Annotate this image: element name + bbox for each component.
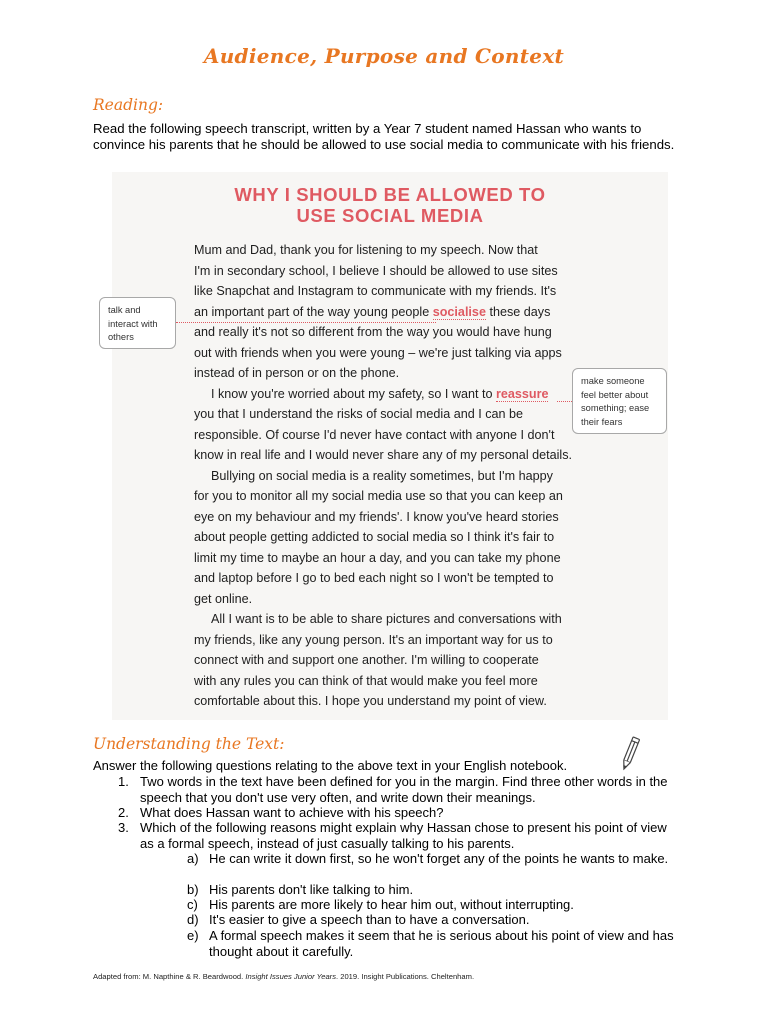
question-text: What does Hassan want to achieve with his speech? bbox=[140, 805, 444, 820]
speech-text: an important part of the way young people bbox=[194, 304, 433, 319]
reassure-connector bbox=[557, 401, 572, 402]
option-text: A formal speech makes it seem that he is serious about his point of view and has thought about it carefully. bbox=[209, 928, 674, 959]
question-text: Which of the following reasons might explain why Hassan chose to present his point of view as a formal speech, instead of just casually talking to his parents. bbox=[140, 820, 667, 851]
speech-line: and really it's not so different from the way you would have hung bbox=[194, 325, 552, 339]
option-text: He can write it down first, so he won't forget any of the points he wants to make. bbox=[209, 851, 669, 866]
reading-heading: Reading: bbox=[93, 96, 164, 114]
speech-line: my friends, like any young person. It's an important way for us to bbox=[194, 632, 553, 647]
note-line: feel better about bbox=[581, 389, 649, 400]
question-number: 1. bbox=[118, 774, 129, 789]
note-line: their fears bbox=[581, 416, 623, 427]
questions-intro: Answer the following questions relating to the above text in your English notebook. bbox=[93, 758, 568, 773]
speech-line bbox=[211, 387, 548, 401]
speech-line: connect with and support one another. I'm willing to cooperate bbox=[194, 653, 539, 667]
speech-line: about people getting addicted to social media so I think it's fair to bbox=[194, 530, 555, 544]
reading-intro: Read the following speech transcript, written by a Year 7 student named Hassan who wants to convince his parents that he should be allowed to use social media to communicate with his friends. bbox=[93, 121, 675, 152]
speech-text: these days bbox=[485, 304, 551, 319]
citation-authors: Adapted from: M. Napthine & R. Beardwood. bbox=[93, 972, 246, 981]
citation-publisher: . 2019. Insight Publications. Cheltenham. bbox=[336, 972, 475, 981]
note-line: make someone bbox=[581, 376, 645, 386]
speech-text: I know you're worried about my safety, so I want to bbox=[211, 386, 496, 401]
option-text: His parents are more likely to hear him out, without interrupting. bbox=[209, 897, 574, 912]
defined-word: socialise bbox=[432, 304, 486, 319]
speech-line: and laptop before I go to bed each night so I won't be tempted to bbox=[194, 571, 554, 585]
speech-line: All I want is to be able to share pictures and conversations with bbox=[211, 612, 562, 626]
margin-note-socialise bbox=[99, 297, 176, 349]
citation-title: Insight Issues Junior Years bbox=[245, 972, 337, 981]
note-line: something; ease bbox=[581, 403, 650, 413]
option-letter: a) bbox=[187, 851, 199, 866]
speech-line: I'm in secondary school, I believe I should be allowed to use sites bbox=[194, 263, 558, 278]
margin-note-reassure bbox=[572, 368, 667, 434]
question-text: Two words in the text have been defined for you in the margin. Find three other words in the speech that you don't use very often, and write down their meanings. bbox=[140, 774, 668, 805]
speech-line: eye on my behaviour and my friends'. I know you've heard stories bbox=[194, 509, 559, 524]
option-letter: d) bbox=[187, 912, 199, 927]
speech-line: Mum and Dad, thank you for listening to my speech. Now that bbox=[194, 243, 538, 257]
speech-line: you that I understand the risks of social media and I can be bbox=[194, 407, 524, 421]
pencil-icon bbox=[618, 734, 642, 774]
speech-line: with any rules you can think of that would make you feel more bbox=[194, 673, 538, 688]
speech-title-line-1: WHY I SHOULD BE ALLOWED TO bbox=[234, 184, 546, 205]
option-letter: c) bbox=[187, 897, 198, 912]
speech-line bbox=[194, 305, 550, 319]
option-letter: e) bbox=[187, 928, 199, 943]
option-letter: b) bbox=[187, 882, 199, 897]
option-text: It's easier to give a speech than to have a conversation. bbox=[209, 912, 530, 927]
speech-line: out with friends when you were young – we're just talking via apps bbox=[194, 345, 562, 360]
footer-citation bbox=[93, 972, 474, 981]
speech-line: get online. bbox=[194, 591, 253, 606]
speech-line: comfortable about this. I hope you understand my point of view. bbox=[194, 694, 547, 708]
speech-line: for you to monitor all my social media use so that you can keep an bbox=[194, 489, 563, 503]
option-text: His parents don't like talking to him. bbox=[209, 882, 414, 897]
note-line: interact with bbox=[108, 318, 158, 329]
speech-line: know in real life and I would never share any of my personal details. bbox=[194, 448, 573, 462]
speech-title-line-2: USE SOCIAL MEDIA bbox=[296, 205, 484, 226]
speech-line: responsible. Of course I'd never have contact with anyone I don't bbox=[194, 427, 555, 442]
understanding-heading: Understanding the Text: bbox=[93, 735, 285, 753]
question-number: 2. bbox=[118, 805, 129, 820]
note-line: others bbox=[108, 332, 134, 342]
speech-line: instead of in person or on the phone. bbox=[194, 366, 400, 380]
page-title: Audience, Purpose and Context bbox=[203, 44, 565, 68]
question-number: 3. bbox=[118, 820, 129, 835]
defined-word: reassure bbox=[495, 386, 549, 401]
note-line: talk and bbox=[108, 305, 141, 315]
socialise-connector bbox=[176, 322, 436, 323]
speech-line: like Snapchat and Instagram to communicate with my friends. It's bbox=[194, 284, 557, 298]
speech-line: Bullying on social media is a reality sometimes, but I'm happy bbox=[211, 468, 553, 483]
speech-line: limit my time to maybe an hour a day, and you can take my phone bbox=[194, 550, 561, 565]
